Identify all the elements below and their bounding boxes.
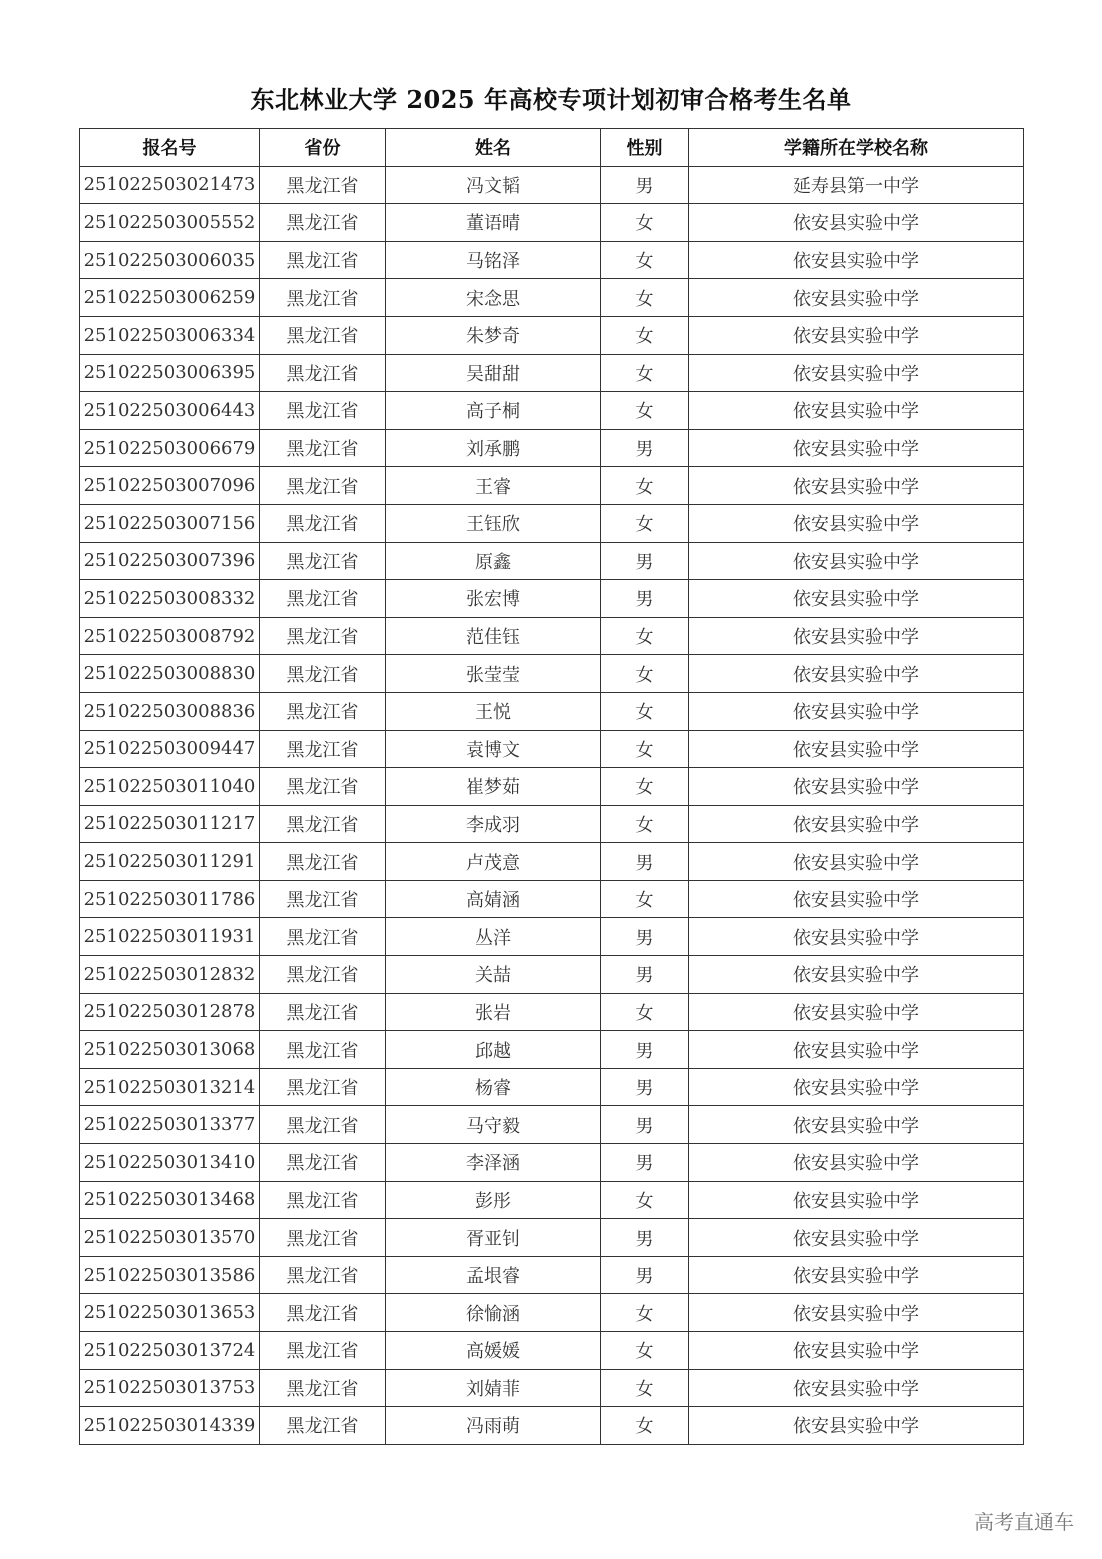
name-cell: 高媛媛 [386,1332,601,1370]
gender-cell: 男 [601,1144,689,1182]
gender-cell: 女 [601,805,689,843]
province-cell: 黑龙江省 [260,354,386,392]
table-row [80,956,1024,994]
province-cell: 黑龙江省 [260,542,386,580]
province-cell: 黑龙江省 [260,1106,386,1144]
name-cell: 王睿 [386,467,601,505]
school-cell: 依安县实验中学 [689,843,1024,881]
registration-number-cell: 251022503013377 [80,1106,260,1144]
name-cell: 王钰欣 [386,504,601,542]
school-cell: 依安县实验中学 [689,354,1024,392]
name-cell: 吴甜甜 [386,354,601,392]
name-cell: 张宏博 [386,580,601,618]
gender-cell: 女 [601,768,689,806]
gender-cell: 女 [601,1332,689,1370]
school-cell: 依安县实验中学 [689,1068,1024,1106]
table-row [80,730,1024,768]
registration-number-cell: 251022503013570 [80,1219,260,1257]
province-cell: 黑龙江省 [260,204,386,242]
province-cell: 黑龙江省 [260,166,386,204]
registration-number-cell: 251022503013653 [80,1294,260,1332]
table-row [80,918,1024,956]
name-cell: 范佳钰 [386,617,601,655]
school-cell: 依安县实验中学 [689,1407,1024,1445]
table-row [80,692,1024,730]
gender-cell: 男 [601,580,689,618]
province-cell: 黑龙江省 [260,504,386,542]
table-row [80,504,1024,542]
name-cell: 崔梦茹 [386,768,601,806]
gender-cell: 女 [601,316,689,354]
province-cell: 黑龙江省 [260,392,386,430]
name-cell: 高子桐 [386,392,601,430]
gender-cell: 男 [601,1031,689,1069]
gender-cell: 男 [601,1068,689,1106]
province-cell: 黑龙江省 [260,1369,386,1407]
school-cell: 依安县实验中学 [689,993,1024,1031]
registration-number-cell: 251022503007396 [80,542,260,580]
province-cell: 黑龙江省 [260,843,386,881]
gender-cell: 女 [601,354,689,392]
registration-number-cell: 251022503021473 [80,166,260,204]
table-row [80,1294,1024,1332]
gender-cell: 男 [601,843,689,881]
document-title: 东北林业大学 2025 年高校专项计划初审合格考生名单 [250,85,852,114]
table-row [80,392,1024,430]
registration-number-cell: 251022503008332 [80,580,260,618]
province-cell: 黑龙江省 [260,692,386,730]
school-cell: 依安县实验中学 [689,805,1024,843]
name-cell: 杨睿 [386,1068,601,1106]
school-cell: 依安县实验中学 [689,956,1024,994]
school-cell: 依安县实验中学 [689,467,1024,505]
province-cell: 黑龙江省 [260,279,386,317]
name-cell: 丛洋 [386,918,601,956]
province-cell: 黑龙江省 [260,1031,386,1069]
table-row [80,805,1024,843]
table-row [80,1068,1024,1106]
province-cell: 黑龙江省 [260,316,386,354]
gender-cell: 女 [601,880,689,918]
school-cell: 依安县实验中学 [689,1294,1024,1332]
province-cell: 黑龙江省 [260,1219,386,1257]
gender-cell: 女 [601,1181,689,1219]
registration-number-cell: 251022503013068 [80,1031,260,1069]
registration-number-cell: 251022503008792 [80,617,260,655]
school-cell: 依安县实验中学 [689,504,1024,542]
gender-cell: 女 [601,467,689,505]
province-cell: 黑龙江省 [260,580,386,618]
school-cell: 依安县实验中学 [689,1219,1024,1257]
table-row [80,1181,1024,1219]
province-cell: 黑龙江省 [260,880,386,918]
gender-cell: 女 [601,1369,689,1407]
gender-cell: 女 [601,279,689,317]
gender-cell: 男 [601,956,689,994]
registration-number-cell: 251022503007096 [80,467,260,505]
name-cell: 朱梦奇 [386,316,601,354]
school-cell: 依安县实验中学 [689,279,1024,317]
registration-number-cell: 251022503011291 [80,843,260,881]
header-province: 省份 [260,129,386,167]
province-cell: 黑龙江省 [260,467,386,505]
registration-number-cell: 251022503008836 [80,692,260,730]
table-row [80,1144,1024,1182]
table-row [80,1369,1024,1407]
gender-cell: 男 [601,542,689,580]
province-cell: 黑龙江省 [260,241,386,279]
province-cell: 黑龙江省 [260,1332,386,1370]
table-row [80,279,1024,317]
table-row [80,1256,1024,1294]
table-row [80,204,1024,242]
header-name: 姓名 [386,129,601,167]
school-cell: 依安县实验中学 [689,1369,1024,1407]
province-cell: 黑龙江省 [260,768,386,806]
registration-number-cell: 251022503012832 [80,956,260,994]
table-row [80,542,1024,580]
province-cell: 黑龙江省 [260,730,386,768]
province-cell: 黑龙江省 [260,1256,386,1294]
gender-cell: 男 [601,166,689,204]
registration-number-cell: 251022503005552 [80,204,260,242]
table-row [80,1219,1024,1257]
registration-number-cell: 251022503011217 [80,805,260,843]
province-cell: 黑龙江省 [260,1407,386,1445]
province-cell: 黑龙江省 [260,1294,386,1332]
gender-cell: 女 [601,392,689,430]
gender-cell: 男 [601,429,689,467]
name-cell: 孟垠睿 [386,1256,601,1294]
gender-cell: 女 [601,692,689,730]
table-row [80,655,1024,693]
school-cell: 依安县实验中学 [689,1144,1024,1182]
name-cell: 关喆 [386,956,601,994]
name-cell: 冯雨萌 [386,1407,601,1445]
gender-cell: 男 [601,1256,689,1294]
school-cell: 依安县实验中学 [689,1332,1024,1370]
table-header-row [80,129,1024,167]
gender-cell: 女 [601,993,689,1031]
school-cell: 依安县实验中学 [689,392,1024,430]
province-cell: 黑龙江省 [260,956,386,994]
school-cell: 延寿县第一中学 [689,166,1024,204]
name-cell: 马铭泽 [386,241,601,279]
gender-cell: 女 [601,730,689,768]
province-cell: 黑龙江省 [260,805,386,843]
school-cell: 依安县实验中学 [689,1031,1024,1069]
registration-number-cell: 251022503007156 [80,504,260,542]
registration-number-cell: 251022503011931 [80,918,260,956]
table-row [80,880,1024,918]
registration-number-cell: 251022503013468 [80,1181,260,1219]
table-row [80,993,1024,1031]
gender-cell: 男 [601,1219,689,1257]
gender-cell: 男 [601,918,689,956]
school-cell: 依安县实验中学 [689,655,1024,693]
province-cell: 黑龙江省 [260,655,386,693]
table-row [80,1031,1024,1069]
name-cell: 胥亚钊 [386,1219,601,1257]
table-row [80,1332,1024,1370]
registration-number-cell: 251022503006035 [80,241,260,279]
name-cell: 原鑫 [386,542,601,580]
gender-cell: 女 [601,1294,689,1332]
name-cell: 宋念思 [386,279,601,317]
school-cell: 依安县实验中学 [689,429,1024,467]
registration-number-cell: 251022503013586 [80,1256,260,1294]
name-cell: 卢茂意 [386,843,601,881]
province-cell: 黑龙江省 [260,1181,386,1219]
school-cell: 依安县实验中学 [689,204,1024,242]
table-row [80,354,1024,392]
gender-cell: 女 [601,504,689,542]
school-cell: 依安县实验中学 [689,542,1024,580]
name-cell: 刘承鹏 [386,429,601,467]
registration-number-cell: 251022503009447 [80,730,260,768]
school-cell: 依安县实验中学 [689,692,1024,730]
header-gender: 性别 [601,129,689,167]
gender-cell: 女 [601,617,689,655]
table-row [80,241,1024,279]
registration-number-cell: 251022503006443 [80,392,260,430]
name-cell: 李泽涵 [386,1144,601,1182]
table-row [80,467,1024,505]
name-cell: 徐愉涵 [386,1294,601,1332]
table-row [80,429,1024,467]
registration-number-cell: 251022503013753 [80,1369,260,1407]
table-row [80,1106,1024,1144]
name-cell: 董语晴 [386,204,601,242]
table-row [80,617,1024,655]
name-cell: 冯文韬 [386,166,601,204]
table-row [80,843,1024,881]
school-cell: 依安县实验中学 [689,580,1024,618]
school-cell: 依安县实验中学 [689,880,1024,918]
candidate-table [79,128,1024,1445]
name-cell: 李成羽 [386,805,601,843]
header-school: 学籍所在学校名称 [689,129,1024,167]
gender-cell: 女 [601,655,689,693]
name-cell: 袁博文 [386,730,601,768]
gender-cell: 女 [601,1407,689,1445]
school-cell: 依安县实验中学 [689,768,1024,806]
table-row [80,580,1024,618]
school-cell: 依安县实验中学 [689,730,1024,768]
school-cell: 依安县实验中学 [689,316,1024,354]
school-cell: 依安县实验中学 [689,918,1024,956]
watermark: 高考直通车 [974,1510,1074,1534]
table-row [80,316,1024,354]
school-cell: 依安县实验中学 [689,1256,1024,1294]
name-cell: 高婧涵 [386,880,601,918]
registration-number-cell: 251022503013724 [80,1332,260,1370]
table-row [80,1407,1024,1445]
school-cell: 依安县实验中学 [689,1181,1024,1219]
name-cell: 马守毅 [386,1106,601,1144]
school-cell: 依安县实验中学 [689,1106,1024,1144]
registration-number-cell: 251022503014339 [80,1407,260,1445]
gender-cell: 女 [601,241,689,279]
registration-number-cell: 251022503008830 [80,655,260,693]
province-cell: 黑龙江省 [260,1068,386,1106]
school-cell: 依安县实验中学 [689,617,1024,655]
name-cell: 张岩 [386,993,601,1031]
registration-number-cell: 251022503006679 [80,429,260,467]
name-cell: 邱越 [386,1031,601,1069]
province-cell: 黑龙江省 [260,993,386,1031]
registration-number-cell: 251022503013214 [80,1068,260,1106]
header-registration-number: 报名号 [80,129,260,167]
table-row [80,768,1024,806]
school-cell: 依安县实验中学 [689,241,1024,279]
registration-number-cell: 251022503006395 [80,354,260,392]
registration-number-cell: 251022503011040 [80,768,260,806]
name-cell: 刘婧菲 [386,1369,601,1407]
gender-cell: 女 [601,204,689,242]
table-row [80,166,1024,204]
registration-number-cell: 251022503013410 [80,1144,260,1182]
name-cell: 彭彤 [386,1181,601,1219]
registration-number-cell: 251022503006259 [80,279,260,317]
province-cell: 黑龙江省 [260,1144,386,1182]
name-cell: 王悦 [386,692,601,730]
registration-number-cell: 251022503012878 [80,993,260,1031]
name-cell: 张莹莹 [386,655,601,693]
table-body [80,166,1024,1444]
registration-number-cell: 251022503011786 [80,880,260,918]
province-cell: 黑龙江省 [260,918,386,956]
province-cell: 黑龙江省 [260,617,386,655]
registration-number-cell: 251022503006334 [80,316,260,354]
gender-cell: 男 [601,1106,689,1144]
province-cell: 黑龙江省 [260,429,386,467]
